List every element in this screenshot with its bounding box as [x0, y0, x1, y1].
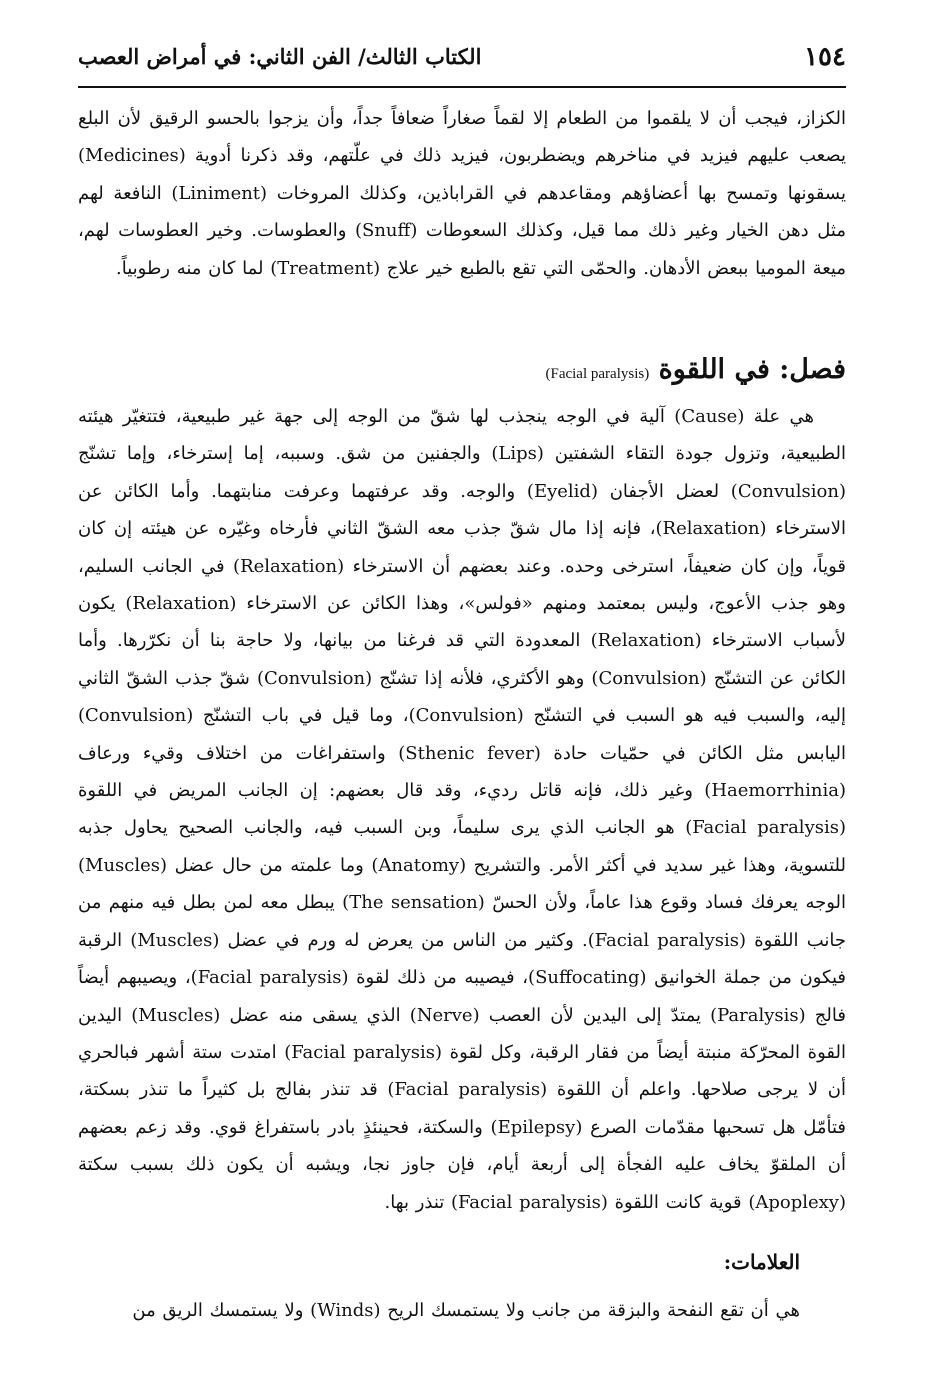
- paragraph-facial-paralysis: هي علة (Cause) آلية في الوجه ينجذب لها شقّ من الوجه إلى جهة غير طبيعية، فتتغيّر هيئته الطبيعية، وتزول جودة التقاء الشفتين (Lips) والجفنين من شق. وسببه، إما إسترخاء، وإما تشنّج (Convulsion) لعضل الأجفان (Eyelid) والوجه. وقد عرفتهما وعرفت منابتهما. وأما الكائن عن الاسترخاء (Relaxation)، فإنه إذا مال شقّ جذب معه الشقّ الثاني فأرخاه وغيّره عن هيئته إن كان قوياً، وإن كان ضعيفاً، استرخى وحده. وعند بعضهم أن الاسترخاء (Relaxation) في الجانب السليم، وهو جذب الأعوج، وليس بمعتمد ومنهم «فولس»، وهذا الكائن عن الاسترخاء (Relaxation) يكون لأسباب الاسترخاء (Relaxation) المعدودة التي قد فرغنا من بيانها، ولا حاجة بنا أن نكرّرها. وأما الكائن عن التشنّج (Convulsion) وهو الأكثري، فلأنه إذا تشنّج (Convulsion) شقّ جذب الشقّ الثاني إليه، والسبب فيه هو السبب في التشنّج (Convulsion)، وما قيل في باب التشنّج (Convulsion) اليابس مثل الكائن في حمّيات حادة (Sthenic fever) واستفراغات من اختلاف وقيء ورعاف (Haemorrhinia) وغير ذلك، فإنه قاتل رديء، وقد قال بعضهم: إن الجانب المريض في اللقوة (Facial paralysis) هو الجانب الذي يرى سليماً، وبن السبب فيه، والجانب الصحيح يحاول جذبه للتسوية، وهذا غير سديد في أكثر الأمر. والتشريح (Anatomy) وما علمته من حال عضل (Muscles) الوجه يعرفك فساد وقوع هذا عاماً، ولأن الحسّ (The sensation) يبطل معه لمن بطل فيه منهم من جانب اللقوة (Facial paralysis). وكثير من الناس من يعرض له ورم في عضل (Muscles) الرقبة فيكون من جملة الخوانيق (Suffocating)، فيصيبه من ذلك لقوة (Facial paralysis)، ويصيبهم أيضاً فالج (Paralysis) يمتدّ إلى اليدين لأن العصب (Nerve) الذي يسقى منه عضل (Muscles) اليدين القوة المحرّكة منبتة أيضاً من فقار الرقبة، وكل لقوة (Facial paralysis) امتدت ستة أشهر فبالحري أن لا يرجى صلاحها. واعلم أن اللقوة (Facial paralysis) قد تنذر بفالج بل كثيراً ما تنذر بسكتة، فتأمّل هل تسحبها مقدّمات الصرع (Epilepsy) والسكتة، فحينئذٍ بادر باستفراغ قوي. وقد زعم بعضهم أن الملقوّ يخاف عليه الفجأة إلى أربعة أيام، فإن جاوز نجا، ويشبه أن يكون ذلك بسبب سكتة (Apoplexy) قوية كانت اللقوة (Facial paralysis) تنذر بها.: [78, 406, 847, 1213]
- paragraph-continuation: الكزاز، فيجب أن لا يلقموا من الطعام إلا لقماً صغاراً ضعافاً جداً، وأن يزجوا بالحسو الرقيق لأن البلع يصعب عليهم فيزيد في مناخرهم ويضطربون، فيزيد ذلك في علّتهم، وقد ذكرنا أدوية (Medicines) يسقونها وتمسح بها أعضاؤهم ومقاعدهم في القراباذين، وكذلك المروخات (Liniment) النافعة لهم مثل دهن الخيار وغير ذلك مما قيل، وكذلك السعوطات (Snuff) والعطوسات. وخير العطوسات لهم، ميعة الموميا ببعض الأدهان. والحمّى التي تقع بالطبع خير علاج (Treatment) لما كان منه رطوبياً.: [78, 108, 846, 279]
- header-rule: [78, 86, 846, 88]
- signs-heading: العلامات:: [723, 1250, 800, 1274]
- page-header: [78, 40, 846, 80]
- section-title: فصل: في اللقوة: [658, 354, 846, 385]
- running-head: الكتاب الثالث/ الفن الثاني: في أمراض العصب: [78, 44, 482, 69]
- section-heading: [78, 348, 846, 396]
- page-number: ١٥٤: [804, 42, 846, 72]
- paragraph-signs: هي أن تقع النفحة والبزقة من جانب ولا يستمسك الريح (Winds) ولا يستمسك الريق من: [132, 1300, 800, 1321]
- section-title-latin: (Facial paralysis): [545, 366, 650, 382]
